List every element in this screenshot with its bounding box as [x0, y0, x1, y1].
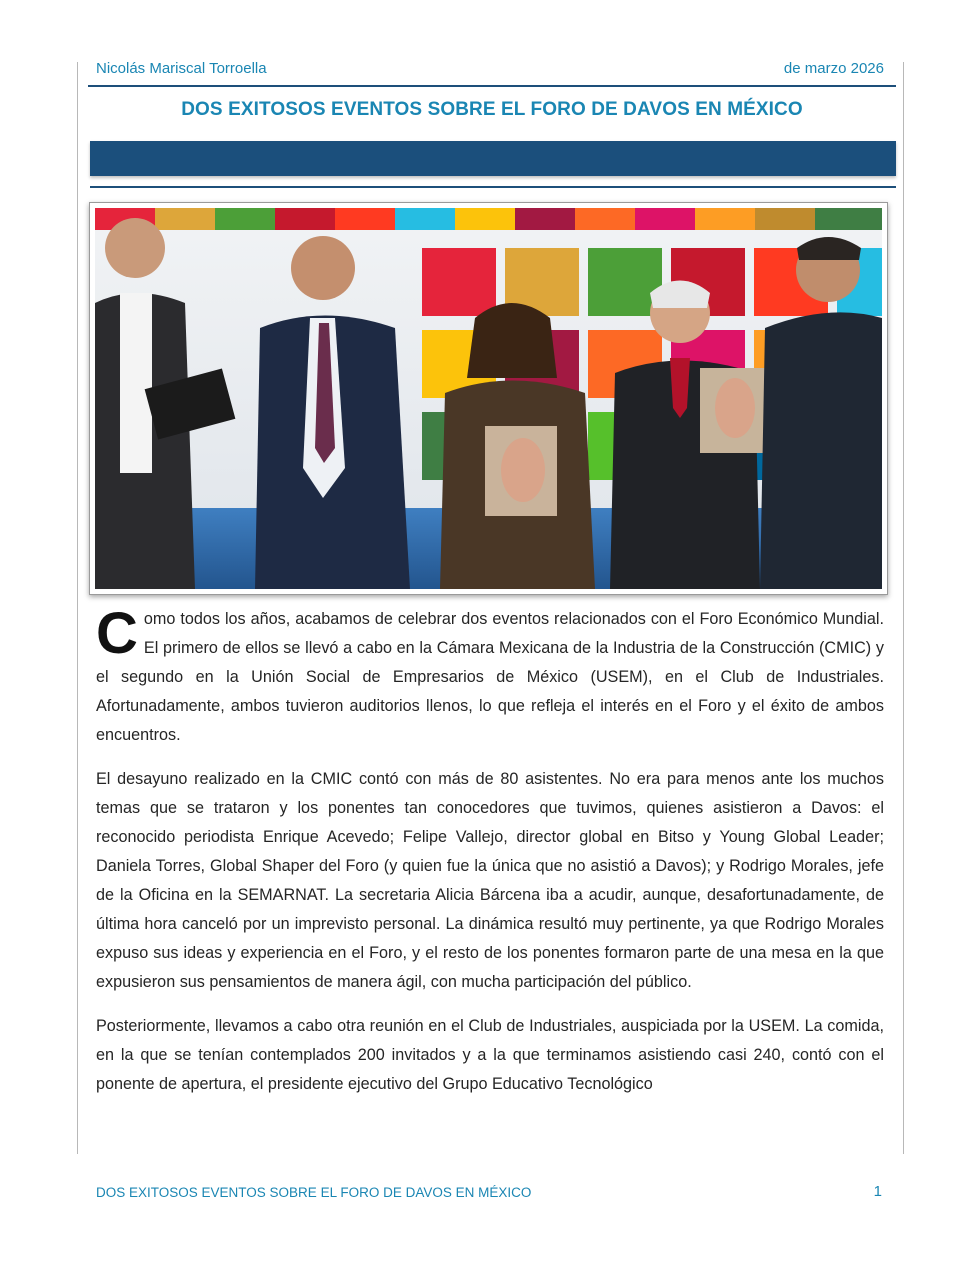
article-title: DOS EXITOSOS EVENTOS SOBRE EL FORO DE DAVOS EN MÉXICO [181, 99, 803, 120]
footer-title: DOS EXITOSOS EVENTOS SOBRE EL FORO DE DAVOS EN MÉXICO [96, 1185, 532, 1200]
paragraph-1 [96, 601, 884, 750]
paragraph-1-text: omo todos los años, acabamos de celebrar dos eventos relacionados con el Foro Económico Mundial. El primero de ellos se llevó a cabo en la Cámara Mexicana de la Industria de la Construcción (CMIC) y el segundo en la Unión Social de Empresarios de México (USEM), en el Club de Industriales. Afortunadamente, ambos tuvieron auditorios llenos, lo que refleja el interés en el Foro y el éxito de ambos encuentros. [96, 610, 884, 744]
header-author: Nicolás Mariscal Torroella [96, 60, 267, 77]
paragraph-3: Posteriormente, llevamos a cabo otra reunión en el Club de Industriales, auspiciada por la USEM. La comida, en la que se tenían contemplados 200 invitados y a la que terminamos asistiendo casi 240, contó con el ponente de apertura, el presidente ejecutivo del Grupo Educativo Tecnológico [96, 1017, 884, 1093]
article-body [96, 601, 884, 1114]
header-date: de marzo 2026 [783, 60, 884, 77]
paragraph-2: El desayuno realizado en la CMIC contó con más de 80 asistentes. No era para menos ante los muchos temas que se trataron y los ponentes tan conocedores que tuvimos, quienes asistieron a Davos: el reconocido periodista Enrique Acevedo; Felipe Vallejo, director global en Bitso y Young Global Leader; Daniela Torres, Global Shaper del Foro (y quien fue la única que no asistió a Davos); y Rodrigo Morales, jefe de la Oficina en la SEMARNAT. La secretaria Alicia Bárcena iba a acudir, aunque, desafortunadamente, de última hora canceló por un imprevisto personal. La dinámica resultó muy pertinente, ya que Rodrigo Morales expuso sus ideas y experiencia en el Foro, y el resto de los ponentes formaron parte de una mesa en la que expusieron sus pensamientos de manera ágil, con mucha participación del público. [96, 770, 884, 991]
page-number: 1 [873, 1183, 882, 1200]
drop-cap: C [96, 601, 138, 666]
